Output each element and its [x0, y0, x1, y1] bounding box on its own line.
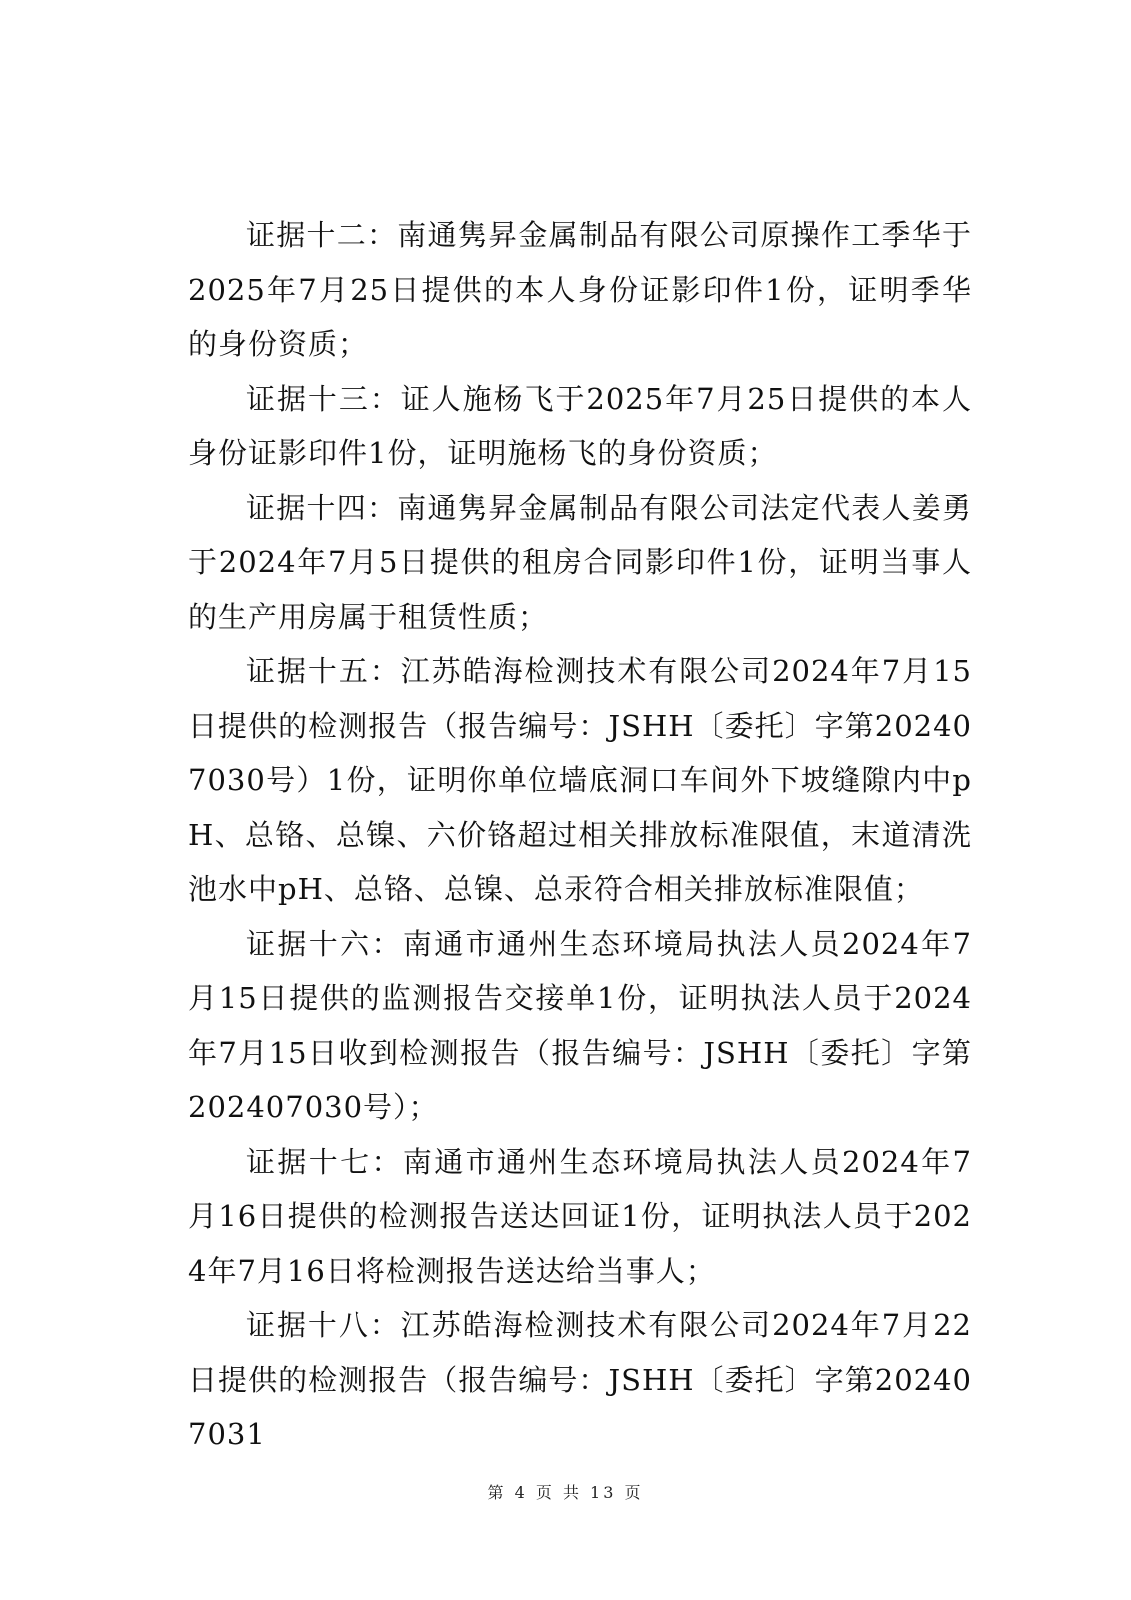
- document-body: [188, 208, 972, 1462]
- evidence-15-paragraph: 证据十五：江苏皓海检测技术有限公司2024年7月15日提供的检测报告（报告编号：JSHH〔委托〕字第202407030号）1份，证明你单位墙底洞口车间外下坡缝隙内中pH、总铬、总镍、六价铬超过相关排放标准限值，末道清洗池水中pH、总铬、总镍、总汞符合相关排放标准限值；: [188, 654, 972, 906]
- evidence-18-paragraph: 证据十八：江苏皓海检测技术有限公司2024年7月22日提供的检测报告（报告编号：JSHH〔委托〕字第202407031: [188, 1308, 972, 1451]
- evidence-17-paragraph: 证据十七：南通市通州生态环境局执法人员2024年7月16日提供的检测报告送达回证1份，证明执法人员于2024年7月16日将检测报告送达给当事人；: [188, 1144, 972, 1288]
- evidence-14-paragraph: 证据十四：南通隽昇金属制品有限公司法定代表人姜勇于2024年7月5日提供的租房合同影印件1份，证明当事人的生产用房属于租赁性质；: [188, 490, 972, 634]
- evidence-13-paragraph: 证据十三：证人施杨飞于2025年7月25日提供的本人身份证影印件1份，证明施杨飞的身份资质；: [188, 381, 972, 470]
- page-number-footer: 第 4 页 共 13 页: [487, 1483, 644, 1502]
- evidence-12-paragraph: 证据十二：南通隽昇金属制品有限公司原操作工季华于2025年7月25日提供的本人身份证影印件1份，证明季华的身份资质；: [188, 218, 972, 361]
- evidence-16-paragraph: 证据十六：南通市通州生态环境局执法人员2024年7月15日提供的监测报告交接单1份，证明执法人员于2024年7月15日收到检测报告（报告编号：JSHH〔委托〕字第202407030号）；: [188, 926, 972, 1124]
